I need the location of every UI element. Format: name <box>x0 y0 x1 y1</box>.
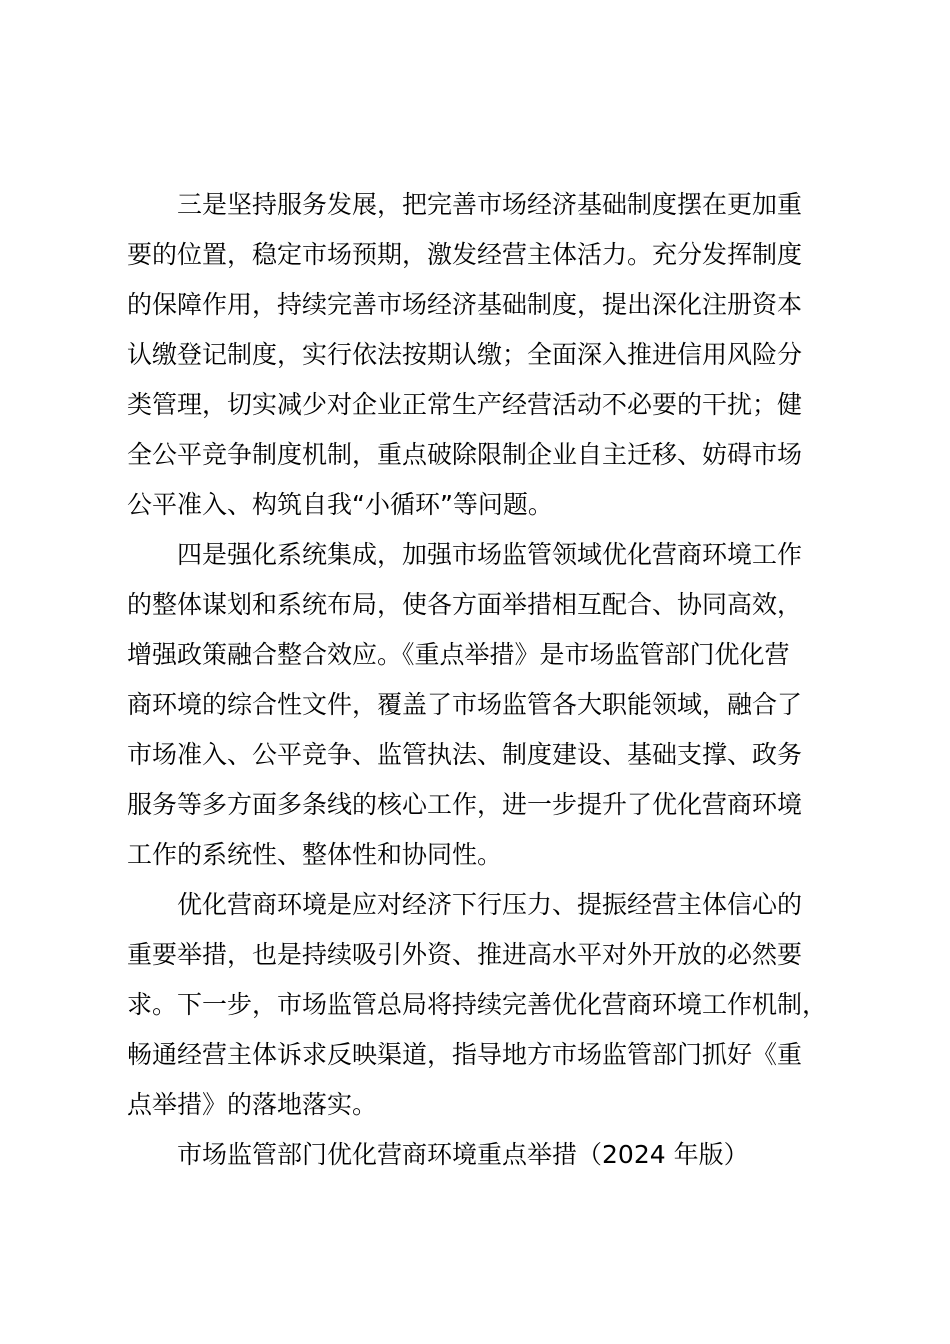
paragraph-1-line-5: 类管理，切实减少对企业正常生产经营活动不必要的干扰；健 <box>127 390 803 419</box>
paragraph-2-line-4: 商环境的综合性文件，覆盖了市场监管各大职能领域，融合了 <box>127 690 803 719</box>
paragraph-1-line-6: 全公平竞争制度机制，重点破除限制企业自主迁移、妨碍市场 <box>127 440 803 469</box>
paragraph-1-line-3: 的保障作用，持续完善市场经济基础制度，提出深化注册资本 <box>127 290 803 319</box>
paragraph-2-line-2: 的整体谋划和系统布局，使各方面举措相互配合、协同高效， <box>127 590 803 619</box>
paragraph-1-line-7: 公平准入、构筑自我“小循环”等问题。 <box>127 490 553 519</box>
paragraph-1-line-2: 要的位置，稳定市场预期，激发经营主体活力。充分发挥制度 <box>127 240 803 269</box>
paragraph-3-line-5: 点举措》的落地落实。 <box>127 1090 378 1119</box>
paragraph-2-line-5: 市场准入、公平竞争、监管执法、制度建设、基础支撑、政务 <box>127 740 803 769</box>
paragraph-1-line-1: 三是坚持服务发展，把完善市场经济基础制度摆在更加重 <box>177 190 803 219</box>
paragraph-3-line-4: 畅通经营主体诉求反映渠道，指导地方市场监管部门抓好《重 <box>127 1040 803 1069</box>
paragraph-3-line-1: 优化营商环境是应对经济下行压力、提振经营主体信心的 <box>177 890 803 919</box>
paragraph-2-line-6: 服务等多方面多条线的核心工作，进一步提升了优化营商环境 <box>127 790 803 819</box>
paragraph-2-line-7: 工作的系统性、整体性和协同性。 <box>127 840 503 869</box>
paragraph-1-line-4: 认缴登记制度，实行依法按期认缴；全面深入推进信用风险分 <box>127 340 803 369</box>
paragraph-2-line-3: 增强政策融合整合效应。《重点举措》是市场监管部门优化营 <box>127 640 790 669</box>
paragraph-3-line-2: 重要举措，也是持续吸引外资、推进高水平对外开放的必然要 <box>127 940 803 969</box>
paragraph-3-line-3: 求。下一步，市场监管总局将持续完善优化营商环境工作机制， <box>127 990 828 1019</box>
paragraph-2-line-1: 四是强化系统集成，加强市场监管领域优化营商环境工作 <box>177 540 803 569</box>
document-heading-line: 市场监管部门优化营商环境重点举措（2024 年版） <box>177 1140 749 1169</box>
